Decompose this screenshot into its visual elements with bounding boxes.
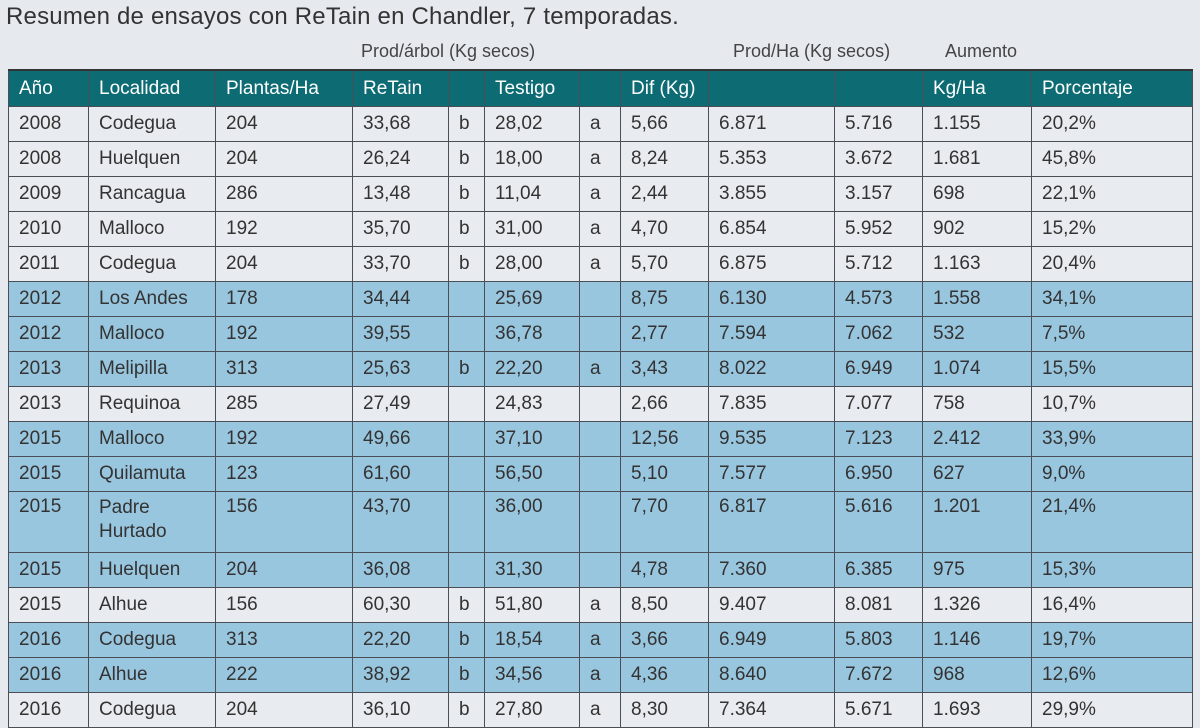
cell-col-retain-sig: b bbox=[449, 693, 485, 728]
cell-col-testigo: 18,00 bbox=[485, 142, 580, 177]
cell-col-prod-ha-retain: 7.594 bbox=[709, 317, 835, 352]
cell-col-retain-sig: b bbox=[449, 623, 485, 658]
header-col-retain: ReTain bbox=[353, 70, 449, 107]
cell-col-retain: 39,55 bbox=[353, 317, 449, 352]
cell-col-porcentaje: 20,4% bbox=[1032, 247, 1193, 282]
cell-col-porcentaje: 22,1% bbox=[1032, 177, 1193, 212]
cell-col-plantas-ha: 192 bbox=[216, 317, 353, 352]
cell-col-porcentaje: 20,2% bbox=[1032, 107, 1193, 142]
cell-col-prod-ha-retain: 7.364 bbox=[709, 693, 835, 728]
header-col-porcentaje: Porcentaje bbox=[1032, 70, 1193, 107]
cell-col-kg-ha: 1.201 bbox=[923, 492, 1032, 553]
cell-col-retain-sig: b bbox=[449, 352, 485, 387]
cell-col-retain: 60,30 bbox=[353, 588, 449, 623]
table-row bbox=[9, 282, 1193, 317]
cell-col-prod-ha-testigo: 3.157 bbox=[835, 177, 923, 212]
cell-col-testigo-sig: a bbox=[580, 107, 621, 142]
table-row bbox=[9, 142, 1193, 177]
cell-col-testigo-sig bbox=[580, 387, 621, 422]
header-col-prod-ha-retain bbox=[709, 70, 835, 107]
cell-col-retain-sig bbox=[449, 387, 485, 422]
cell-col-plantas-ha: 192 bbox=[216, 422, 353, 457]
cell-col-plantas-ha: 285 bbox=[216, 387, 353, 422]
cell-col-prod-ha-testigo: 6.949 bbox=[835, 352, 923, 387]
cell-col-testigo-sig bbox=[580, 422, 621, 457]
cell-col-anio: 2015 bbox=[9, 457, 89, 492]
cell-col-anio: 2016 bbox=[9, 693, 89, 728]
header-col-kg-ha: Kg/Ha bbox=[923, 70, 1032, 107]
cell-col-retain: 26,24 bbox=[353, 142, 449, 177]
cell-col-testigo: 37,10 bbox=[485, 422, 580, 457]
cell-col-localidad: Padre Hurtado bbox=[89, 492, 216, 553]
cell-col-localidad: Huelquen bbox=[89, 142, 216, 177]
cell-col-testigo-sig: a bbox=[580, 658, 621, 693]
cell-col-retain: 61,60 bbox=[353, 457, 449, 492]
cell-col-anio: 2010 bbox=[9, 212, 89, 247]
cell-col-localidad: Malloco bbox=[89, 317, 216, 352]
cell-col-localidad: Codegua bbox=[89, 693, 216, 728]
cell-col-retain-sig bbox=[449, 457, 485, 492]
table-row bbox=[9, 492, 1193, 553]
cell-col-plantas-ha: 222 bbox=[216, 658, 353, 693]
table-row bbox=[9, 623, 1193, 658]
table-row bbox=[9, 693, 1193, 728]
cell-col-testigo: 11,04 bbox=[485, 177, 580, 212]
cell-col-dif-kg: 4,70 bbox=[621, 212, 709, 247]
cell-col-retain: 13,48 bbox=[353, 177, 449, 212]
cell-col-porcentaje: 45,8% bbox=[1032, 142, 1193, 177]
cell-col-localidad: Huelquen bbox=[89, 553, 216, 588]
cell-col-plantas-ha: 204 bbox=[216, 107, 353, 142]
header-col-testigo: Testigo bbox=[485, 70, 580, 107]
cell-col-testigo: 34,56 bbox=[485, 658, 580, 693]
cell-col-prod-ha-testigo: 5.716 bbox=[835, 107, 923, 142]
cell-col-anio: 2008 bbox=[9, 142, 89, 177]
cell-col-kg-ha: 1.163 bbox=[923, 247, 1032, 282]
cell-col-prod-ha-testigo: 4.573 bbox=[835, 282, 923, 317]
cell-col-plantas-ha: 286 bbox=[216, 177, 353, 212]
cell-col-dif-kg: 2,77 bbox=[621, 317, 709, 352]
cell-col-kg-ha: 1.693 bbox=[923, 693, 1032, 728]
cell-col-localidad: Rancagua bbox=[89, 177, 216, 212]
cell-col-porcentaje: 21,4% bbox=[1032, 492, 1193, 553]
cell-col-plantas-ha: 204 bbox=[216, 247, 353, 282]
cell-col-localidad: Alhue bbox=[89, 588, 216, 623]
cell-col-anio: 2015 bbox=[9, 588, 89, 623]
cell-col-prod-ha-retain: 7.360 bbox=[709, 553, 835, 588]
table-row bbox=[9, 553, 1193, 588]
cell-col-dif-kg: 5,10 bbox=[621, 457, 709, 492]
cell-col-dif-kg: 3,66 bbox=[621, 623, 709, 658]
table-row bbox=[9, 247, 1193, 282]
cell-col-kg-ha: 1.074 bbox=[923, 352, 1032, 387]
cell-col-retain-sig bbox=[449, 492, 485, 553]
cell-col-anio: 2011 bbox=[9, 247, 89, 282]
cell-col-retain-sig: b bbox=[449, 177, 485, 212]
results-table bbox=[8, 69, 1193, 728]
cell-col-kg-ha: 1.146 bbox=[923, 623, 1032, 658]
cell-col-kg-ha: 2.412 bbox=[923, 422, 1032, 457]
cell-col-kg-ha: 975 bbox=[923, 553, 1032, 588]
cell-col-porcentaje: 15,2% bbox=[1032, 212, 1193, 247]
table-row bbox=[9, 352, 1193, 387]
cell-col-plantas-ha: 204 bbox=[216, 142, 353, 177]
cell-col-anio: 2013 bbox=[9, 387, 89, 422]
table-row bbox=[9, 387, 1193, 422]
cell-col-kg-ha: 1.558 bbox=[923, 282, 1032, 317]
cell-col-anio: 2016 bbox=[9, 623, 89, 658]
cell-col-plantas-ha: 178 bbox=[216, 282, 353, 317]
header-col-localidad: Localidad bbox=[89, 70, 216, 107]
cell-col-testigo-sig: a bbox=[580, 588, 621, 623]
cell-col-prod-ha-testigo: 7.123 bbox=[835, 422, 923, 457]
table-row bbox=[9, 422, 1193, 457]
cell-col-testigo-sig: a bbox=[580, 142, 621, 177]
cell-col-localidad: Melipilla bbox=[89, 352, 216, 387]
cell-col-dif-kg: 8,30 bbox=[621, 693, 709, 728]
cell-col-retain-sig: b bbox=[449, 658, 485, 693]
cell-col-kg-ha: 968 bbox=[923, 658, 1032, 693]
table-row bbox=[9, 457, 1193, 492]
cell-col-prod-ha-testigo: 5.803 bbox=[835, 623, 923, 658]
cell-col-prod-ha-testigo: 3.672 bbox=[835, 142, 923, 177]
cell-col-retain: 33,70 bbox=[353, 247, 449, 282]
cell-col-kg-ha: 1.155 bbox=[923, 107, 1032, 142]
cell-col-prod-ha-testigo: 7.062 bbox=[835, 317, 923, 352]
cell-col-kg-ha: 758 bbox=[923, 387, 1032, 422]
cell-col-prod-ha-retain: 6.871 bbox=[709, 107, 835, 142]
cell-col-kg-ha: 532 bbox=[923, 317, 1032, 352]
cell-col-porcentaje: 29,9% bbox=[1032, 693, 1193, 728]
cell-col-dif-kg: 2,44 bbox=[621, 177, 709, 212]
cell-col-porcentaje: 34,1% bbox=[1032, 282, 1193, 317]
cell-col-porcentaje: 19,7% bbox=[1032, 623, 1193, 658]
cell-col-retain: 22,20 bbox=[353, 623, 449, 658]
cell-col-retain-sig: b bbox=[449, 142, 485, 177]
table-row bbox=[9, 588, 1193, 623]
cell-col-prod-ha-retain: 6.130 bbox=[709, 282, 835, 317]
cell-col-localidad: Quilamuta bbox=[89, 457, 216, 492]
cell-col-retain: 35,70 bbox=[353, 212, 449, 247]
cell-col-testigo-sig bbox=[580, 282, 621, 317]
cell-col-testigo-sig: a bbox=[580, 247, 621, 282]
cell-col-anio: 2016 bbox=[9, 658, 89, 693]
cell-col-localidad: Codegua bbox=[89, 247, 216, 282]
cell-col-prod-ha-retain: 6.817 bbox=[709, 492, 835, 553]
cell-col-plantas-ha: 313 bbox=[216, 352, 353, 387]
table-row bbox=[9, 317, 1193, 352]
header-col-testigo-sig bbox=[580, 70, 621, 107]
cell-col-anio: 2013 bbox=[9, 352, 89, 387]
cell-col-retain-sig bbox=[449, 422, 485, 457]
cell-col-retain: 33,68 bbox=[353, 107, 449, 142]
cell-col-anio: 2008 bbox=[9, 107, 89, 142]
table-row bbox=[9, 658, 1193, 693]
cell-col-testigo-sig: a bbox=[580, 623, 621, 658]
cell-col-prod-ha-retain: 7.835 bbox=[709, 387, 835, 422]
group-label-aumento: Aumento bbox=[945, 41, 1018, 61]
cell-col-prod-ha-testigo: 5.671 bbox=[835, 693, 923, 728]
cell-col-localidad: Malloco bbox=[89, 212, 216, 247]
header-col-plantas-ha: Plantas/Ha bbox=[216, 70, 353, 107]
cell-col-anio: 2012 bbox=[9, 282, 89, 317]
cell-col-testigo-sig: a bbox=[580, 693, 621, 728]
cell-col-retain-sig: b bbox=[449, 107, 485, 142]
cell-col-porcentaje: 16,4% bbox=[1032, 588, 1193, 623]
cell-col-plantas-ha: 156 bbox=[216, 492, 353, 553]
cell-col-kg-ha: 902 bbox=[923, 212, 1032, 247]
cell-col-testigo: 56,50 bbox=[485, 457, 580, 492]
cell-col-retain-sig: b bbox=[449, 588, 485, 623]
cell-col-retain-sig: b bbox=[449, 247, 485, 282]
cell-col-prod-ha-testigo: 8.081 bbox=[835, 588, 923, 623]
cell-col-plantas-ha: 123 bbox=[216, 457, 353, 492]
cell-col-retain: 27,49 bbox=[353, 387, 449, 422]
cell-col-retain-sig bbox=[449, 553, 485, 588]
cell-col-localidad: Malloco bbox=[89, 422, 216, 457]
cell-col-retain: 36,08 bbox=[353, 553, 449, 588]
table-row bbox=[9, 107, 1193, 142]
header-col-anio: Año bbox=[9, 70, 89, 107]
cell-col-anio: 2009 bbox=[9, 177, 89, 212]
cell-col-anio: 2015 bbox=[9, 553, 89, 588]
cell-col-plantas-ha: 204 bbox=[216, 553, 353, 588]
table-row bbox=[9, 177, 1193, 212]
cell-col-dif-kg: 5,70 bbox=[621, 247, 709, 282]
cell-col-prod-ha-testigo: 6.950 bbox=[835, 457, 923, 492]
cell-col-prod-ha-retain: 7.577 bbox=[709, 457, 835, 492]
cell-col-testigo-sig: a bbox=[580, 177, 621, 212]
header-col-dif-kg: Dif (Kg) bbox=[621, 70, 709, 107]
cell-col-dif-kg: 5,66 bbox=[621, 107, 709, 142]
cell-col-dif-kg: 8,75 bbox=[621, 282, 709, 317]
cell-col-anio: 2015 bbox=[9, 492, 89, 553]
cell-col-prod-ha-retain: 8.640 bbox=[709, 658, 835, 693]
cell-col-prod-ha-testigo: 5.712 bbox=[835, 247, 923, 282]
cell-col-testigo: 22,20 bbox=[485, 352, 580, 387]
table-body bbox=[9, 107, 1193, 728]
cell-col-testigo-sig: a bbox=[580, 352, 621, 387]
cell-col-prod-ha-testigo: 7.672 bbox=[835, 658, 923, 693]
cell-col-testigo: 36,00 bbox=[485, 492, 580, 553]
cell-col-localidad: Alhue bbox=[89, 658, 216, 693]
cell-col-localidad: Los Andes bbox=[89, 282, 216, 317]
cell-col-porcentaje: 15,3% bbox=[1032, 553, 1193, 588]
cell-col-anio: 2015 bbox=[9, 422, 89, 457]
cell-col-plantas-ha: 192 bbox=[216, 212, 353, 247]
cell-col-porcentaje: 12,6% bbox=[1032, 658, 1193, 693]
cell-col-testigo: 24,83 bbox=[485, 387, 580, 422]
header-col-prod-ha-testigo bbox=[835, 70, 923, 107]
cell-col-dif-kg: 8,50 bbox=[621, 588, 709, 623]
cell-col-plantas-ha: 156 bbox=[216, 588, 353, 623]
cell-col-dif-kg: 2,66 bbox=[621, 387, 709, 422]
cell-col-testigo: 25,69 bbox=[485, 282, 580, 317]
table-row bbox=[9, 212, 1193, 247]
cell-col-prod-ha-retain: 3.855 bbox=[709, 177, 835, 212]
cell-col-localidad: Codegua bbox=[89, 107, 216, 142]
cell-col-retain-sig bbox=[449, 282, 485, 317]
group-label-prod-arbol: Prod/árbol (Kg secos) bbox=[361, 41, 536, 61]
cell-col-testigo-sig: a bbox=[580, 212, 621, 247]
cell-col-dif-kg: 4,78 bbox=[621, 553, 709, 588]
cell-col-prod-ha-testigo: 7.077 bbox=[835, 387, 923, 422]
cell-col-porcentaje: 9,0% bbox=[1032, 457, 1193, 492]
cell-col-testigo-sig bbox=[580, 492, 621, 553]
page-title: Resumen de ensayos con ReTain en Chandler, 7 temporadas. bbox=[6, 3, 679, 30]
cell-col-prod-ha-testigo: 6.385 bbox=[835, 553, 923, 588]
cell-col-retain-sig: b bbox=[449, 212, 485, 247]
cell-col-dif-kg: 7,70 bbox=[621, 492, 709, 553]
cell-col-prod-ha-retain: 6.949 bbox=[709, 623, 835, 658]
cell-col-testigo: 18,54 bbox=[485, 623, 580, 658]
cell-col-porcentaje: 7,5% bbox=[1032, 317, 1193, 352]
cell-col-testigo: 51,80 bbox=[485, 588, 580, 623]
cell-col-retain: 25,63 bbox=[353, 352, 449, 387]
cell-col-plantas-ha: 204 bbox=[216, 693, 353, 728]
cell-col-retain: 38,92 bbox=[353, 658, 449, 693]
cell-col-kg-ha: 1.681 bbox=[923, 142, 1032, 177]
cell-col-testigo-sig bbox=[580, 317, 621, 352]
cell-col-kg-ha: 698 bbox=[923, 177, 1032, 212]
cell-col-prod-ha-retain: 6.854 bbox=[709, 212, 835, 247]
cell-col-retain: 34,44 bbox=[353, 282, 449, 317]
cell-col-localidad: Codegua bbox=[89, 623, 216, 658]
cell-col-prod-ha-testigo: 5.952 bbox=[835, 212, 923, 247]
cell-col-retain: 43,70 bbox=[353, 492, 449, 553]
cell-col-prod-ha-testigo: 5.616 bbox=[835, 492, 923, 553]
cell-col-prod-ha-retain: 5.353 bbox=[709, 142, 835, 177]
cell-col-prod-ha-retain: 8.022 bbox=[709, 352, 835, 387]
cell-col-kg-ha: 1.326 bbox=[923, 588, 1032, 623]
cell-col-dif-kg: 3,43 bbox=[621, 352, 709, 387]
cell-col-retain-sig bbox=[449, 317, 485, 352]
cell-col-prod-ha-retain: 6.875 bbox=[709, 247, 835, 282]
cell-col-testigo: 28,02 bbox=[485, 107, 580, 142]
cell-col-testigo: 31,30 bbox=[485, 553, 580, 588]
group-label-prod-ha: Prod/Ha (Kg secos) bbox=[733, 41, 891, 61]
cell-col-kg-ha: 627 bbox=[923, 457, 1032, 492]
cell-col-testigo: 36,78 bbox=[485, 317, 580, 352]
cell-col-anio: 2012 bbox=[9, 317, 89, 352]
cell-col-retain: 49,66 bbox=[353, 422, 449, 457]
cell-col-porcentaje: 33,9% bbox=[1032, 422, 1193, 457]
table-header-row bbox=[9, 70, 1193, 107]
cell-col-localidad: Requinoa bbox=[89, 387, 216, 422]
cell-col-plantas-ha: 313 bbox=[216, 623, 353, 658]
cell-col-porcentaje: 10,7% bbox=[1032, 387, 1193, 422]
cell-col-dif-kg: 12,56 bbox=[621, 422, 709, 457]
cell-col-testigo-sig bbox=[580, 457, 621, 492]
cell-col-testigo: 27,80 bbox=[485, 693, 580, 728]
cell-col-testigo: 31,00 bbox=[485, 212, 580, 247]
cell-col-testigo-sig bbox=[580, 553, 621, 588]
cell-col-testigo: 28,00 bbox=[485, 247, 580, 282]
cell-col-porcentaje: 15,5% bbox=[1032, 352, 1193, 387]
cell-col-prod-ha-retain: 9.535 bbox=[709, 422, 835, 457]
cell-col-retain: 36,10 bbox=[353, 693, 449, 728]
cell-col-dif-kg: 4,36 bbox=[621, 658, 709, 693]
cell-col-dif-kg: 8,24 bbox=[621, 142, 709, 177]
header-col-retain-sig bbox=[449, 70, 485, 107]
cell-col-prod-ha-retain: 9.407 bbox=[709, 588, 835, 623]
